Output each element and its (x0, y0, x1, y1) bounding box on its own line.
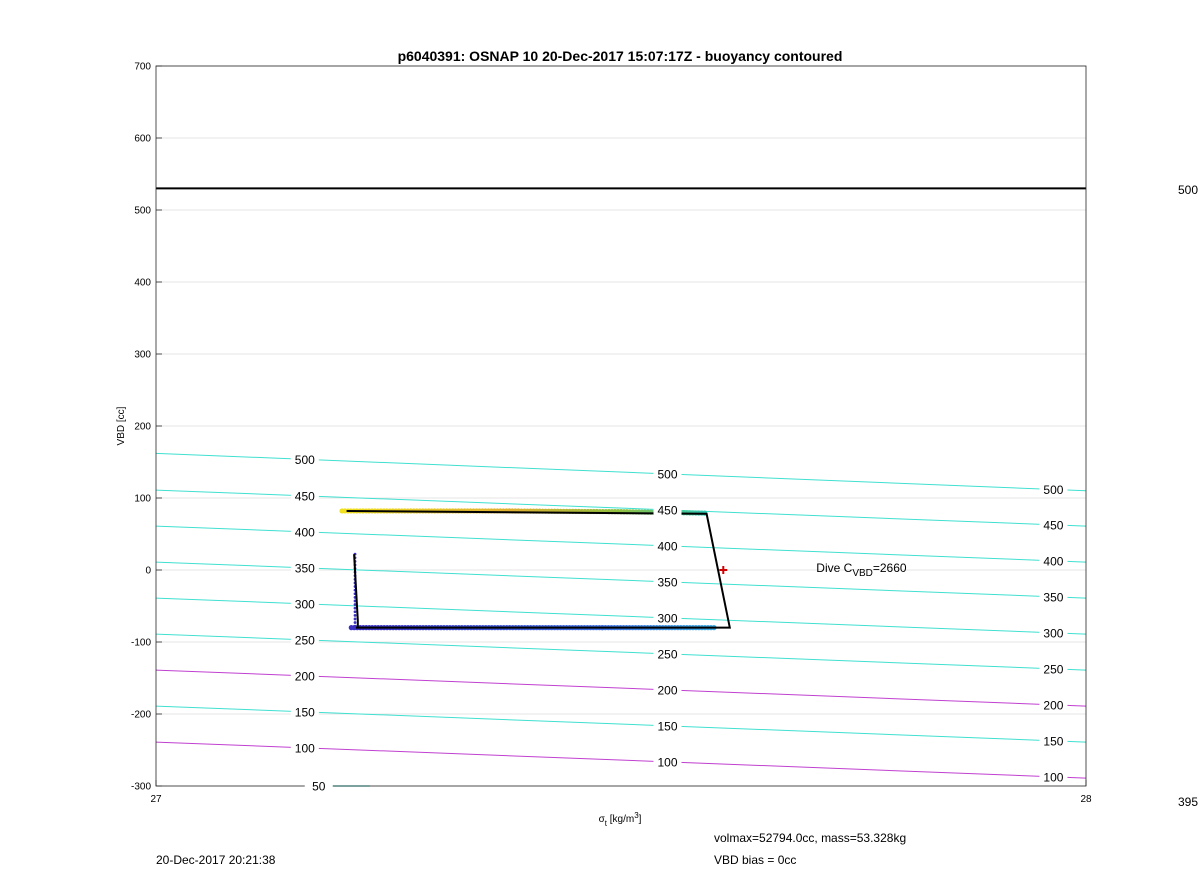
contour-label: 150 (294, 705, 315, 720)
footer-timestamp: 20-Dec-2017 20:21:38 (156, 853, 276, 867)
x-axis-label (599, 811, 642, 828)
contour-label: 100 (294, 741, 315, 756)
y-tick-label: 600 (134, 133, 151, 145)
x-axis-unit-end: ] (638, 814, 642, 825)
contour-label: 150 (1043, 734, 1064, 749)
chart-title: p6040391: OSNAP 10 20-Dec-2017 15:07:17Z - buoyancy contoured (397, 48, 843, 64)
x-tick-label: 28 (1080, 794, 1092, 805)
red-plus-marker (719, 566, 727, 574)
y-tick-label: 700 (134, 61, 151, 73)
contour-label: 250 (657, 647, 678, 662)
y-tick-label: -100 (130, 637, 151, 649)
y-tick-label: 400 (134, 277, 151, 289)
x-axis-subscript: t (604, 819, 607, 828)
contour-label: 250 (294, 633, 315, 648)
annotation-text: Dive C (816, 561, 853, 575)
data-point (354, 614, 357, 617)
x-axis-symbol: σ (598, 814, 605, 825)
contour-label: 500 (294, 452, 315, 467)
y-tick-label: 500 (134, 205, 151, 217)
x-axis-unit-sup: 3 (634, 811, 639, 820)
contour-label: 200 (294, 669, 315, 684)
y-tick-label: -300 (130, 781, 151, 793)
ticks (131, 62, 1092, 806)
contour-label: 450 (1043, 518, 1064, 533)
contour-label: 450 (657, 503, 678, 518)
dive-cvbd-annotation (816, 561, 907, 579)
contour-label: 350 (657, 575, 678, 590)
footer-vbd-bias: VBD bias = 0cc (714, 853, 797, 867)
contour-label: 300 (657, 611, 678, 626)
contour-labels (291, 451, 1068, 793)
contour-label: 100 (1043, 770, 1064, 785)
contour-label: 250 (1043, 662, 1064, 677)
contour-label: 200 (1043, 698, 1064, 713)
contour-label: 500 (1043, 482, 1064, 497)
right-label-top: 500 (1178, 183, 1199, 197)
contour-label: 400 (294, 525, 315, 540)
x-axis-unit: [kg/m (606, 814, 635, 825)
contour-label: 450 (294, 489, 315, 504)
contour-label: 150 (657, 719, 678, 734)
x-tick-label: 27 (150, 794, 162, 805)
contour-label: 200 (657, 683, 678, 698)
annotation-subscript: VBD (852, 568, 873, 579)
data-point (354, 621, 357, 624)
data-point (354, 607, 357, 610)
data-point (354, 610, 357, 613)
contour-label: 400 (657, 539, 678, 554)
y-axis-label: VBD [cc] (116, 406, 127, 446)
footer-volmax: volmax=52794.0cc, mass=53.328kg (714, 831, 907, 845)
contour-label: 350 (1043, 590, 1064, 605)
contour-label: 100 (657, 755, 678, 770)
y-tick-label: -200 (130, 709, 151, 721)
contour-label: 300 (1043, 626, 1064, 641)
right-label-bottom: 395 (1178, 795, 1199, 809)
data-point (354, 618, 357, 621)
y-tick-label: 100 (134, 493, 151, 505)
contour-label: 350 (294, 561, 315, 576)
annotation-value: =2660 (872, 561, 907, 575)
contour-label: 50 (312, 779, 326, 794)
y-tick-label: 200 (134, 421, 151, 433)
y-tick-label: 0 (145, 565, 151, 577)
contour-label: 500 (657, 467, 678, 482)
contour-label: 300 (294, 597, 315, 612)
contour-label: 400 (1043, 554, 1064, 569)
y-tick-label: 300 (134, 349, 151, 361)
